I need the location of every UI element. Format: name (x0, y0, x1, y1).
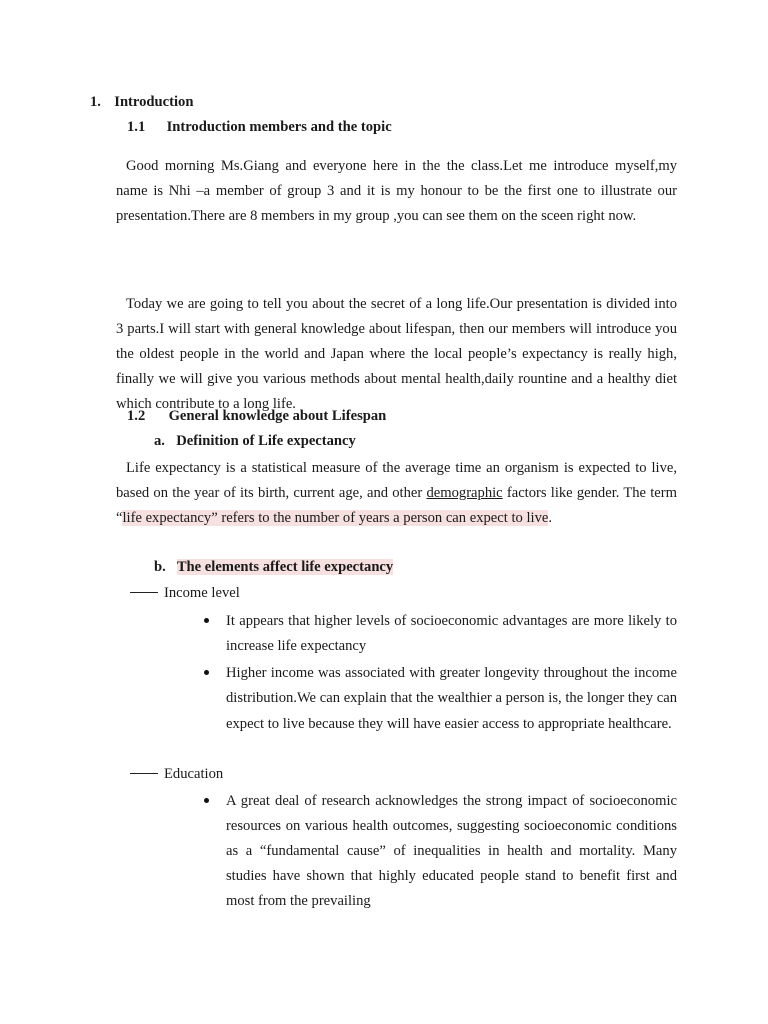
heading-1 (90, 94, 193, 111)
heading-b-text: The elements affect life expectancy (176, 559, 394, 575)
intro-paragraph-1: Good morning Ms.Giang and everyone here in the the class.Let me introduce myself,my name is Nhi –a member of group 3 and it is my honour to be the first one to illustrate our presentation.There are 8 members in my group ,you can see them on the sceen right now. (116, 158, 677, 225)
intro-paragraph-2: Today we are going to tell you about the secret of a long life.Our presentation is divided into 3 parts.I will start with general knowledge about lifespan, then our members will introduce you the oldest people in the world and Japan where the local people’s expectancy is really high, finally we will give you various methods about mental health,daily rountine and a healthy diet which contribute to a long life. (116, 296, 677, 413)
life-expectancy-highlight: life expectancy” refers to the number of years a person can expect to live (122, 510, 549, 527)
heading-a-number: a. (154, 433, 165, 449)
bullet-icon (204, 670, 209, 675)
heading-1-text: Introduction (114, 94, 194, 110)
income-bullet-1: It appears that higher levels of socioeconomic advantages are more likely to increase life expectancy (226, 613, 677, 655)
definition-text-1: Life expectancy is a statistical measure of the average time an organism is expected to live, based on the year of its birth, current age, and other (116, 460, 677, 502)
heading-b-number: b. (154, 559, 166, 575)
heading-b (154, 559, 393, 576)
heading-1-2-number: 1.2 (127, 408, 146, 424)
heading-1-number: 1. (90, 94, 101, 110)
bullet-icon (204, 798, 209, 803)
demographic-underlined: demographic (426, 485, 503, 502)
heading-a (154, 433, 356, 450)
heading-1-1 (127, 119, 392, 136)
heading-a-text: Definition of Life expectancy (176, 433, 356, 449)
heading-1-2-text: General knowledge about Lifespan (168, 408, 387, 424)
dash-marker (130, 592, 158, 593)
definition-text-3: . (548, 510, 552, 527)
heading-1-2 (127, 408, 386, 425)
heading-1-1-number: 1.1 (127, 119, 146, 135)
heading-1-1-text: Introduction members and the topic (166, 119, 392, 135)
definition-paragraph (116, 456, 677, 532)
income-level-item (130, 585, 240, 602)
education-item (130, 766, 223, 783)
income-level-label: Income level (164, 585, 240, 601)
education-bullet-1: A great deal of research acknowledges the strong impact of socioeconomic resources on various health outcomes, suggesting socioeconomic conditions as a “fundamental cause” of inequalities in health and mortality. Many studies have shown that highly educated people stand to benefit first and most from the prevailing (226, 793, 677, 910)
bullet-icon (204, 618, 209, 623)
definition-text-2: factors like gender. The term “ (116, 485, 677, 527)
dash-marker (130, 773, 158, 774)
education-label: Education (164, 766, 224, 782)
income-bullet-2: Higher income was associated with greater longevity throughout the income distribution.We can explain that the wealthier a person is, the longer they can expect to live because they will have easier access to appropriate healthcare. (226, 665, 677, 732)
